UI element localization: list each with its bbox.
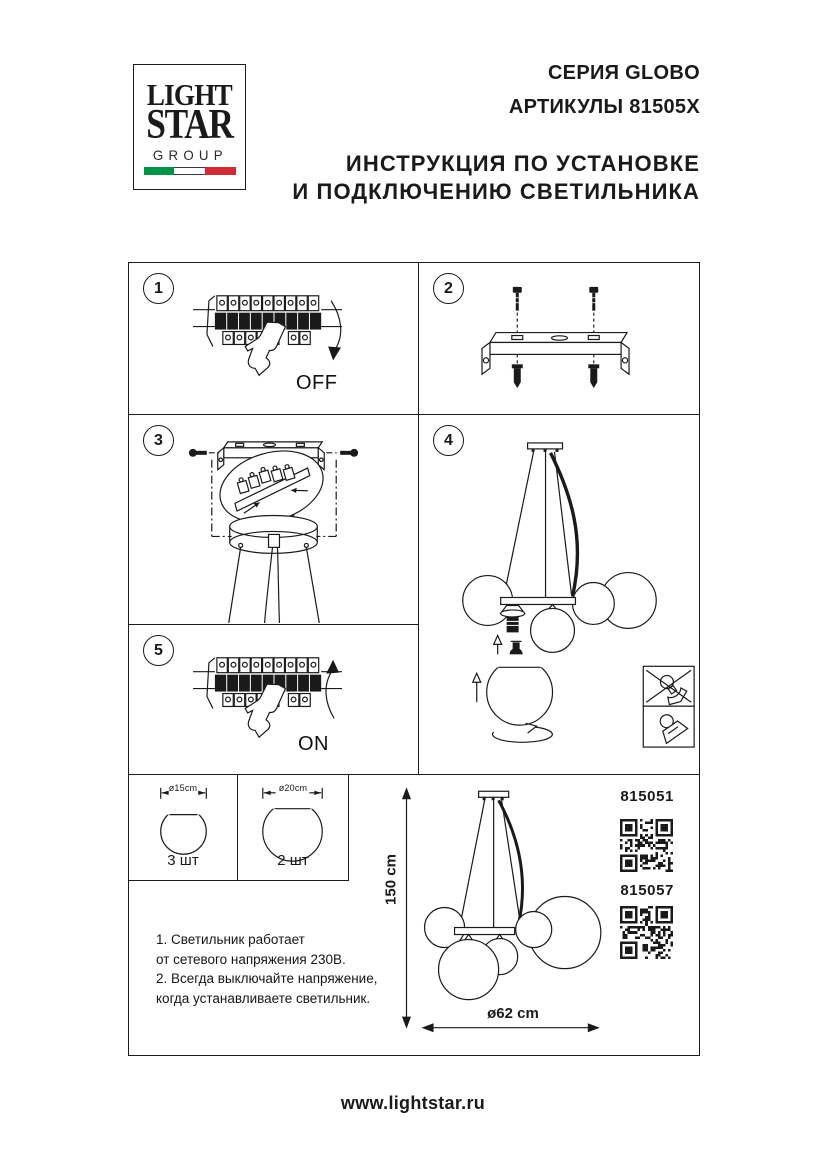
pointing-hand-icon <box>245 684 285 737</box>
height-dimension-label: 150 cm <box>382 854 400 905</box>
step-number-3: 3 <box>143 425 174 456</box>
globe-20-qty-label: 2 шт <box>277 852 309 869</box>
safety-notes <box>156 930 418 1008</box>
globe-right-front <box>516 911 552 947</box>
step-number-1: 1 <box>143 273 174 304</box>
instruction-title-line1: ИНСТРУКЦИЯ ПО УСТАНОВКЕ <box>345 151 700 176</box>
logo-star-text: STAR <box>146 102 233 149</box>
attach-globe-arrow-icon <box>473 673 481 702</box>
step-number-2: 2 <box>433 273 464 304</box>
instruction-grid <box>128 262 700 1056</box>
website-url: www.lightstar.ru <box>340 1093 486 1113</box>
globe-bottom-front <box>439 940 499 1000</box>
step-4-panel <box>419 415 699 775</box>
instruction-title-line2: И ПОДКЛЮЧЕНИЮ СВЕТИЛЬНИКА <box>292 179 700 204</box>
globe-20-diameter-label: ø20cm <box>278 783 308 793</box>
note-line-1: 1. Светильник работает <box>156 932 305 947</box>
logo-light-text: LIGHT <box>146 77 233 112</box>
article-number-815051: 815051 <box>620 788 674 805</box>
off-label: OFF <box>296 372 338 394</box>
width-dimension-label: ø62 cm <box>487 1005 539 1022</box>
chandelier-dimension-drawing <box>129 775 699 1055</box>
step-number-5: 5 <box>143 635 174 666</box>
header-titles <box>292 62 700 206</box>
step-2-panel <box>419 263 699 415</box>
wall-anchor-icon <box>512 354 599 388</box>
hanging-cables <box>229 547 320 623</box>
flag-green-stripe <box>144 167 175 175</box>
step-5-panel <box>129 625 419 775</box>
note-line-2: от сетевого напряжения 230В. <box>156 951 346 967</box>
mounting-bar <box>501 597 576 604</box>
qr-code-product-2 <box>620 906 673 959</box>
globe-center-front <box>531 608 575 652</box>
logo-group-text: GROUP <box>152 146 228 163</box>
on-label: ON <box>298 733 329 755</box>
step-1-panel <box>129 263 419 415</box>
rotate-globe-arrow-icon <box>493 723 553 742</box>
specifications-panel <box>129 775 699 1055</box>
width-dimension-arrow <box>422 1023 600 1032</box>
ceiling-plate <box>479 791 509 800</box>
suspension-cables <box>460 800 523 927</box>
italian-flag-icon <box>144 167 236 175</box>
globe-15-qty-label: 3 шт <box>167 852 199 869</box>
globe-shade <box>487 654 553 725</box>
mounting-bar <box>455 928 515 935</box>
pointing-hand-icon <box>245 322 285 375</box>
note-line-4: когда устанавливаете светильник. <box>156 990 371 1006</box>
series-title: СЕРИЯ GLOBO <box>547 62 700 84</box>
warning-no-bare-hands <box>643 666 694 708</box>
globe-15-diameter-label: ø15cm <box>168 783 198 793</box>
qr-code-product-1 <box>620 819 673 872</box>
warning-use-cloth <box>643 706 694 747</box>
flag-red-stripe <box>205 167 236 175</box>
screw-icon <box>513 287 598 333</box>
suspension-cables <box>504 452 578 598</box>
step-number-4: 4 <box>433 425 464 456</box>
step4-assembly-drawing <box>419 415 699 774</box>
mounting-bracket-drawing <box>482 333 629 375</box>
flag-white-stripe <box>174 167 205 175</box>
articles-title: АРТИКУЛЫ 81505X <box>508 96 700 118</box>
step-3-panel <box>129 415 419 625</box>
note-line-3: 2. Всегда выключайте напряжение, <box>156 971 378 986</box>
globe-right-front <box>572 583 614 625</box>
lightstar-logo <box>133 64 246 190</box>
instruction-title <box>292 150 700 206</box>
ceiling-plate <box>528 443 563 452</box>
article-number-815057: 815057 <box>620 882 674 899</box>
ceiling-canopy-drawing <box>230 516 318 554</box>
